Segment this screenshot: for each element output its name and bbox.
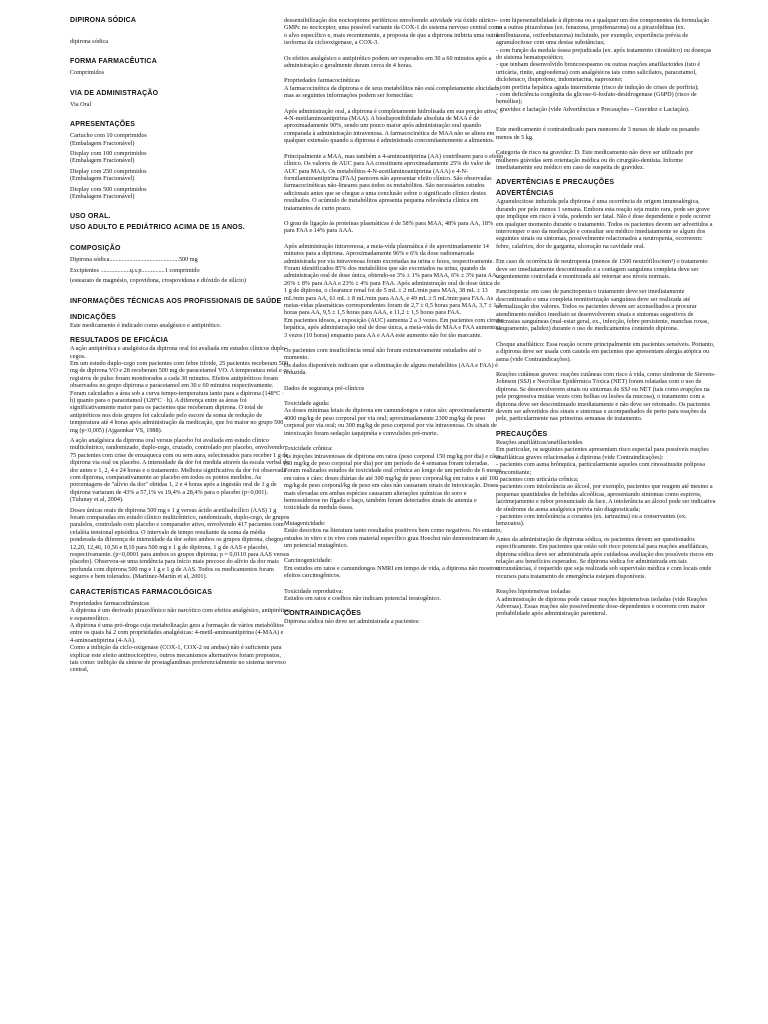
paragraph: Dipirona sódica não deve ser administrada a pacientes: <box>284 618 420 626</box>
paragraph: Toxicidade reprodutiva: <box>284 587 344 595</box>
section-heading: INDICAÇÕES <box>70 313 116 321</box>
paragraph: Em particular, os seguintes pacientes apresentam risco especial para possíveis reações anafiláticas graves relacionadas à dipirona (vide Contraindicações): <box>496 446 709 461</box>
paragraph: Antes da administração de dipirona sódica, os pacientes devem ser questionados especificamente. Em pacientes que estão sob risco potencial para reações anafiláticas, dipirona sódica deve ser administrada após cuidadosa avaliação dos possíveis riscos em relação aos benefícios esperados. Se dipirona sódica for administrada em tais circunstâncias, é requerido que seja realizada sob supervisão médica e com locais onde recursos para tratamento de emergência estejam disponíveis. <box>496 535 714 580</box>
paragraph: (Embalagem Fracionável) <box>70 157 135 165</box>
paragraph: Display com 250 comprimidos <box>70 167 147 175</box>
paragraph: Dados de segurança pré-clínicos <box>284 384 365 392</box>
section-heading: ADVERTÊNCIAS <box>496 190 554 198</box>
paragraph: A dipirona é uma pró-droga cuja metabolização gera a formação de vários metabólitos entre os quais há 2 com propriedades analgésicas: 4-metil-aminoantipirina (4-MAA) e 4-aminoantipirina (4-AA). <box>70 621 284 644</box>
section-heading: FORMA FARMACÊUTICA <box>70 58 157 66</box>
section-heading: INFORMAÇÕES TÉCNICAS AOS PROFISSIONAIS DE SAÚDE <box>70 297 282 305</box>
paragraph: Choque anafilático: Essa reação ocorre principalmente em pacientes sensíveis. Portanto, a dipirona deve ser usada com cautela em pacientes que apresentam alergia atópica ou asma (vide Contraindicações). <box>496 340 715 363</box>
paragraph: dipirona sódica <box>70 38 108 45</box>
paragraph: Reações cutâneas graves: reações cutâneas com risco à vida, como síndrome de Stevens-Johnson (SSJ) e Necrólise Epidérmica Tóxica (NET) foram relatadas com o uso de dipirona. Se desenvolverem sinais ou sintomas de SSJ ou NET (tais como erupções na pele progressiva muitas vezes com bolhas ou lesões da mucosa), o tratamento com a dipirona deve ser descontinuado imediatamente e não deve ser retomado. Os pacientes devem ser advertidos dos sinais e sintomas e acompanhados de perto para reações da pele, particularmente nas primeiras semanas de tratamento. <box>496 371 716 423</box>
paragraph: Após administração intravenosa, a meia-vida plasmática é de aproximadamente 14 minutos para a dipirona. Aproximadamente 96% e 6% da dose radiomarcada administrada por via intravenosa foram excretadas na urina e fezes, respectivamente. Foram identificados 85% dos metabólitos que são excretados na urina, quando da administração oral de dose única, obtendo-se 3% ± 1% para MAA, 6% ± 3% para AA, 26% ± 8% para AAA e 23% ± 4% para FAA. Após administração oral de dose única de 1 g de dipirona, o clearance renal foi de 5 mL ± 2 mL/min para MAA, 38 mL ± 13 mL/min para AA, 61 mL ± 8 mL/min para AAA, e 49 mL ± 5 mL/min para FAA. As meias-vidas plasmáticas correspondentes foram de 2,7 ± 0,5 horas para MAA, 3,7 ± 1,3 horas para AA, 9,5 ± 1,5 horas para AAA, e 11,2 ± 1,5 horas para FAA. <box>284 242 502 317</box>
paragraph: (Embalagem Fracionável) <box>70 139 135 147</box>
paragraph: Categoria de risco na gravidez: D. Este medicamento não deve ser utilizado por mulheres grávidas sem orientação médica ou do cirurgião-dentista. Informe imediatamente seu médico em caso de suspeita de gravidez. <box>496 149 694 171</box>
paragraph: Agranulocitose induzida pela dipirona é uma ocorrência de origem imunoalérgica, durando por pelo menos 1 semana. Embora esta reação seja muito rara, pode ser grave que implique em risco à vida, podendo ser fatal. Não é dose dependente e pode ocorrer em qualquer momento durante o tratamento. Todos os pacientes devem ser advertidos a interromper o uso da medicação e consultar seu médico imediatamente se algum dos seguintes sinais ou sintomas, possivelmente relacionados a neutropenia, ocorrerem: febre, calafrios, dor de garganta, ulceração na cavidade oral. <box>496 198 713 250</box>
text-column-right <box>496 14 716 1019</box>
section-heading: RESULTADOS DE EFICÁCIA <box>70 337 169 345</box>
section-heading: CARACTERÍSTICAS FARMACOLÓGICAS <box>70 588 213 596</box>
section-heading: VIA DE ADMINISTRAÇÃO <box>70 89 159 97</box>
paragraph: - que tenham desenvolvido broncoespasmo ou outras reações anafilactoides (isto é urticária, rinite, angioedema) com analgésicos tais como salicilatos, paracetamol, diclofenaco, ibuprofeno, indometacina, naproxeno; <box>496 61 701 84</box>
paragraph: - pacientes com asma brônquica, particularmente aqueles com rinossinusite poliposa concomitante; <box>496 461 705 476</box>
paragraph: Os efeitos analgésico e antipirético podem ser esperados em 30 a 60 minutos após a administração e geralmente duram cerca de 4 horas. <box>284 54 492 70</box>
paragraph: Toxicidade aguda: <box>284 400 330 408</box>
paragraph: Estão descritos na literatura tanto resultados positivos bem como negativos. No entanto, estudos in vitro e in vivo com material específico grau Hoechst não demonstraram de um potencial mutagênico. <box>284 527 502 549</box>
section-heading: CONTRAINDICAÇÕES <box>284 610 362 618</box>
paragraph: Pancitopenia: em caso de pancitopenia o tratamento deve ser imediatamente descontinuado e uma completa monitorização sanguínea deve ser realizada até normalização dos valores. Todos os pacientes devem ser aconselhados a procurar atendimento médico imediato se desenvolverem sinais e sintomas sugestivos de discrasias sanguíneas (mal-estar geral, ex., infecção, febre persistente, manchas roxas, sangramento, palidez) durante o uso de medicamentos contendo dipirona. <box>496 288 709 333</box>
paragraph: Display com 100 comprimidos <box>70 150 147 158</box>
paragraph: Como a inibição da ciclo-oxigenase (COX-1, COX-2 ou ambas) não é suficiente para explicar este efeito antinociceptivo, outros mecanismos alternativos foram propostos, tais como: inibição da síntese de prostaglandinas preferencialmente no sistema nervoso central, <box>70 644 286 674</box>
paragraph: As injeções intravenosas de dipirona em ratos (peso corporal 150 mg/kg por dia) e cães (50 mg/kg de peso corporal por dia) por um período de 4 semanas foram toleradas. Foram realizados estudos de toxicidade oral crônica ao longo de um período de 6 meses em ratos e cães: doses diárias de até 300 mg/kg de peso corporal/kg em ratos e até 100 mg/kg de peso corporal/kg de peso em cães não causaram sinais de intoxicação. Doses mais elevadas em ambas espécies causaram alterações químicas do soro e hemossiderose no fígado e baço, também foram detectados sinais de anemia e toxicidade da medula óssea. <box>284 452 502 512</box>
paragraph: Display com 500 comprimidos <box>70 185 147 193</box>
paragraph: As doses mínimas letais de dipirona em camundongos e ratos são: aproximadamente 4000 mg/kg de peso corporal por via oral; aproximadamente 2300 mg/kg de peso corporal por via oral; ou 300 mg/kg de peso corporal por via intravenosa. Os sinais de intoxicação foram sedação taquipnéia e convulsões pré-morte. <box>284 407 497 437</box>
paragraph: Após administração oral, a dipirona é completamente hidrolisada em sua porção ativa, 4-N-metilaminoantipirina (MAA). A biodisponibilidade absoluta de MAA é de aproximadamente 90%, sendo um pouco maior após administração oral quando comparada à administração intravenosa. A farmacocinética de MAA não se altera em qualquer extensão quando a dipirona é administrada concomitantemente a alimentos. <box>284 107 498 145</box>
section-heading: DIPIRONA SÓDICA <box>70 17 137 24</box>
paragraph: Excipientes ...................q.s.p...............1 comprimido <box>70 266 200 274</box>
paragraph: Em estudos em ratos e camundongos NMRI em tempo de vida, a dipirona não mostrou efeitos carcinogênicos. <box>284 564 500 580</box>
paragraph: Comprimidos <box>70 69 105 77</box>
paragraph: A ação antipirética e analgésica da dipirona oral foi avaliada em estudos clínicos duplo-cegos. <box>70 345 287 360</box>
paragraph: Estudos em ratos e coelhos não indicam potencial teratogênico. <box>284 595 441 602</box>
section-heading: USO ADULTO E PEDIÁTRICO ACIMA DE 15 ANOS. <box>70 224 245 232</box>
section-heading: USO ORAL. <box>70 213 111 221</box>
paragraph: - gravidez e lactação (vide Advertências e Precauções – Gravidez e Lactação). <box>496 105 690 113</box>
section-heading: PRECAUÇÕES <box>496 430 548 438</box>
paragraph: (Embalagem Fracionável) <box>70 193 135 201</box>
paragraph: - pacientes com intolerância ao álcool, por exemplo, pacientes que reagem até mesmo a pequenas quantidades de bebidas alcoólicas, apresentando sintomas como espirros, lacrimejamento e rubor pronunciado da face. A intolerância ao álcool pode ser indicativa de síndrome da asma analgésica prévia não diagnosticada; <box>496 483 716 513</box>
paragraph: - pacientes com intolerância a corantes (ex. tartrazina) ou a conservantes (ex. benzoatos). <box>496 512 687 528</box>
text-column-left <box>70 14 290 1019</box>
paragraph: - com deficiência congênita da glicose-6-fosfato-desidrogenase (G6PD) (risco de hemólise); <box>496 91 697 106</box>
paragraph: - pacientes com urticária crônica; <box>496 475 579 483</box>
paragraph: Este medicamento é indicado como analgésico e antipirético. <box>70 321 222 329</box>
paragraph: Propriedades farmacocinéticas <box>284 77 360 85</box>
paragraph: - com hipersensibilidade à dipirona ou a qualquer um dos componentes da formulação ou a outras pirazolonas (ex. fenazona, propifenazona) ou a pirazolidinas (ex. fenilbutazona, oxifenbutazona) incluindo, por exemplo, experiência prévia de agranulocitose com uma destas substâncias; <box>496 17 710 47</box>
paragraph: Carcinogenicidade: <box>284 557 333 565</box>
paragraph: Reações hipotensivas isoladas <box>496 588 571 596</box>
paragraph: A farmacocinética da dipirona e de seus metabólitos não está completamente elucidada, mas as seguintes informações podem ser fornecidas: <box>284 84 501 100</box>
paragraph: Este medicamento é contraindicado para menores de 3 meses de idade ou pesando menos de 5 kg. <box>496 126 700 141</box>
paragraph: (Embalagem Fracionável) <box>70 175 135 183</box>
paragraph: Em pacientes idosos, a exposição (AUC) aumenta 2 a 3 vezes. Em pacientes com cirrose hepática, após administração oral de dose única, a meia-vida de MAA e FAA aumentou 3 vezes (10 horas) enquanto para AA e AAA este aumento não foi tão marcante. <box>284 316 504 339</box>
section-heading: APRESENTAÇÕES <box>70 121 136 129</box>
paragraph: A ação analgésica da dipirona oral versus placebo foi avaliada em estudo clínico multicêntrico, randomizado, duplo-cego, cruzado, controlado por placebo, envolvendo 75 pacientes com crise de enxaqueca com ou sem aura, selecionados para receber 1 g de dipirona via oral ou placebo. A intensidade da dor foi medida através da escala verbal de dor antes e 1, 2, 4 e 24 horas e o tratamento. Melhora significativa da dor foi observada com dipirona, comparativamente ao placebo em todos os pontos medidos. As porcentagens de "alívio da dor" obtidas 1, 2 e 4 horas após a ingestão oral de 1 g de dipirona variaram de 43% a 57,1% vs 19,4% a 28,4% para o placebo (p<0,001). (Tulunay et al, 2004). <box>70 436 289 504</box>
paragraph: Mutagenicidade: <box>284 519 326 527</box>
paragraph: Em um estudo duplo-cego com pacientes com febre tifoide, 25 pacientes receberam 500 mg de dipirona VO e 28 receberam 500 mg de paracetamol VO. A temperatura retal e os registros de pulso foram monitorados a cada 30 minutos. Efeitos antipiréticos foram observados no grupo dipirona e paracetamol em 30 e 60 minutos respectivamente. Foram calculados a área sob a curva tempo-temperatura tanto para a dipirona (148°C · h) quanto para o paracetamol (128°C · h). A diferença entre as áreas foi significativamente maior para os pacientes que receberam dipirona. O total de antipiréticos nos dois grupos foi calculado pelo escore da soma de redução de temperatura até 4 horas após administração da medicação, que foi maior no grupo 500 mg (p<0,005) (Ajgaonkar VS, 1988). <box>70 359 289 434</box>
paragraph: Propriedades farmacodinâmicas <box>70 599 150 607</box>
paragraph: - com porfiria hepática aguda intermitente (risco de indução de crises de porfiria); <box>496 83 699 91</box>
section-heading: ADVERTÊNCIAS E PRECAUÇÕES <box>496 179 615 187</box>
paragraph: Dipirona sódica.............................................500 mg <box>70 256 198 264</box>
paragraph: Cartucho com 10 comprimidos <box>70 132 147 140</box>
text-column-middle <box>284 14 504 1019</box>
paragraph: Reações anafiláticas/anafilactoides <box>496 438 583 446</box>
paragraph: dessensibilização dos nociceptores periféricos envolvendo atividade via óxido nítrico-GMPc no nociceptor, uma possível variante da COX-1 do sistema nervoso central como o alvo específico e, mais recentemente, a proposta de que a dipirona inibiria uma outra isoforma da ciclooxigenase, a COX-3. <box>284 17 503 47</box>
paragraph: Principalmente a MAA, mas também a 4-aminoantipirina (AA) contribuem para o efeito clínico. Os valores de AUC para AA constituem aproximadamente 25% do valor de AUC para MAA. Os metabólitos 4-N-acetilaminoantipirina (AAA) e 4-N-formilaminoantipirina (FAA) parecem não apresentar efeito clínico. São observadas farmacocinéticas não-lineares para todos os metabólitos. São necessários estudos adicionais antes que se chegue a uma conclusão sobre o significado clínico destes resultados. O acúmulo de metabólitos apresenta pequena relevância clínica em tratamentos de curto prazo. <box>284 152 504 212</box>
paragraph: O grau de ligação às proteínas plasmáticas é de 58% para MAA, 48% para AA, 18% para FAA e 14% para AAA. <box>284 219 494 235</box>
paragraph: Os dados disponíveis indicam que a eliminação de alguns metabólitos (AAA e FAA) é reduzida. <box>284 361 498 377</box>
paragraph: (estearato de magnésio, copovidona, crospovidona e dióxido de silício) <box>70 277 246 285</box>
paragraph: A dipirona é um derivado pirazolônico não narcótico com efeitos analgésico, antipirético e espasmolítico. <box>70 607 290 622</box>
paragraph: A administração de dipirona pode causar reações hipotensivas isoladas (vide Reações Adversas). Essas reações são possivelmente dose-dependentes e ocorrem com maior probabilidade após administração parenteral. <box>496 595 708 618</box>
paragraph: Via Oral <box>70 100 92 108</box>
paragraph: Em caso de ocorrência de neutropenia (menos de 1500 neutrófilos/mm³) o tratamento deve ser imediatamente descontinuado e a contagem sanguínea completa deve ser urgentemente controlada e monitorada até retornar aos níveis normais. <box>496 258 708 280</box>
paragraph: - com função da medula óssea prejudicada (ex. após tratamento citostático) ou doenças do sistema hematopoiético; <box>496 46 712 62</box>
section-heading: COMPOSIÇÃO <box>70 245 121 253</box>
paragraph: Toxicidade crônica: <box>284 445 333 453</box>
paragraph: Os pacientes com insuficiência renal não foram extensivamente estudados até o momento. <box>284 347 481 362</box>
paragraph: Doses únicas orais de dipirona 500 mg e 1 g versus ácido acetilsalicílico (AAS) 1 g foram comparadas em estudo clínico multicêntrico, randomizado, duplo-cego, de grupos paralelos, controlado com placebo e comparador ativo, envolvendo 417 pacientes com cefaléia tensional episódica. O intervalo de tempo resultante da soma da média ponderada da diferença de intensidade da dor sobre ambos os grupos dipirona, chegou 12,20, 12,46, 10,56 e 8,10 para 500 mg e 1 g de dipirona, 1 g de AAS e placebo, respectivamente. (p<0,0001 para ambos os grupos dipirona; p = 0,0110 para AAS versus placebo). Observou-se uma tendência para início mais precoce do alívio da dor mais profunda com dipirona 500 mg e 1 g e 1 g de AAS. Todos os medicamentos foram seguros e bem tolerados. (Martínez-Martín et al, 2001). <box>70 506 290 581</box>
